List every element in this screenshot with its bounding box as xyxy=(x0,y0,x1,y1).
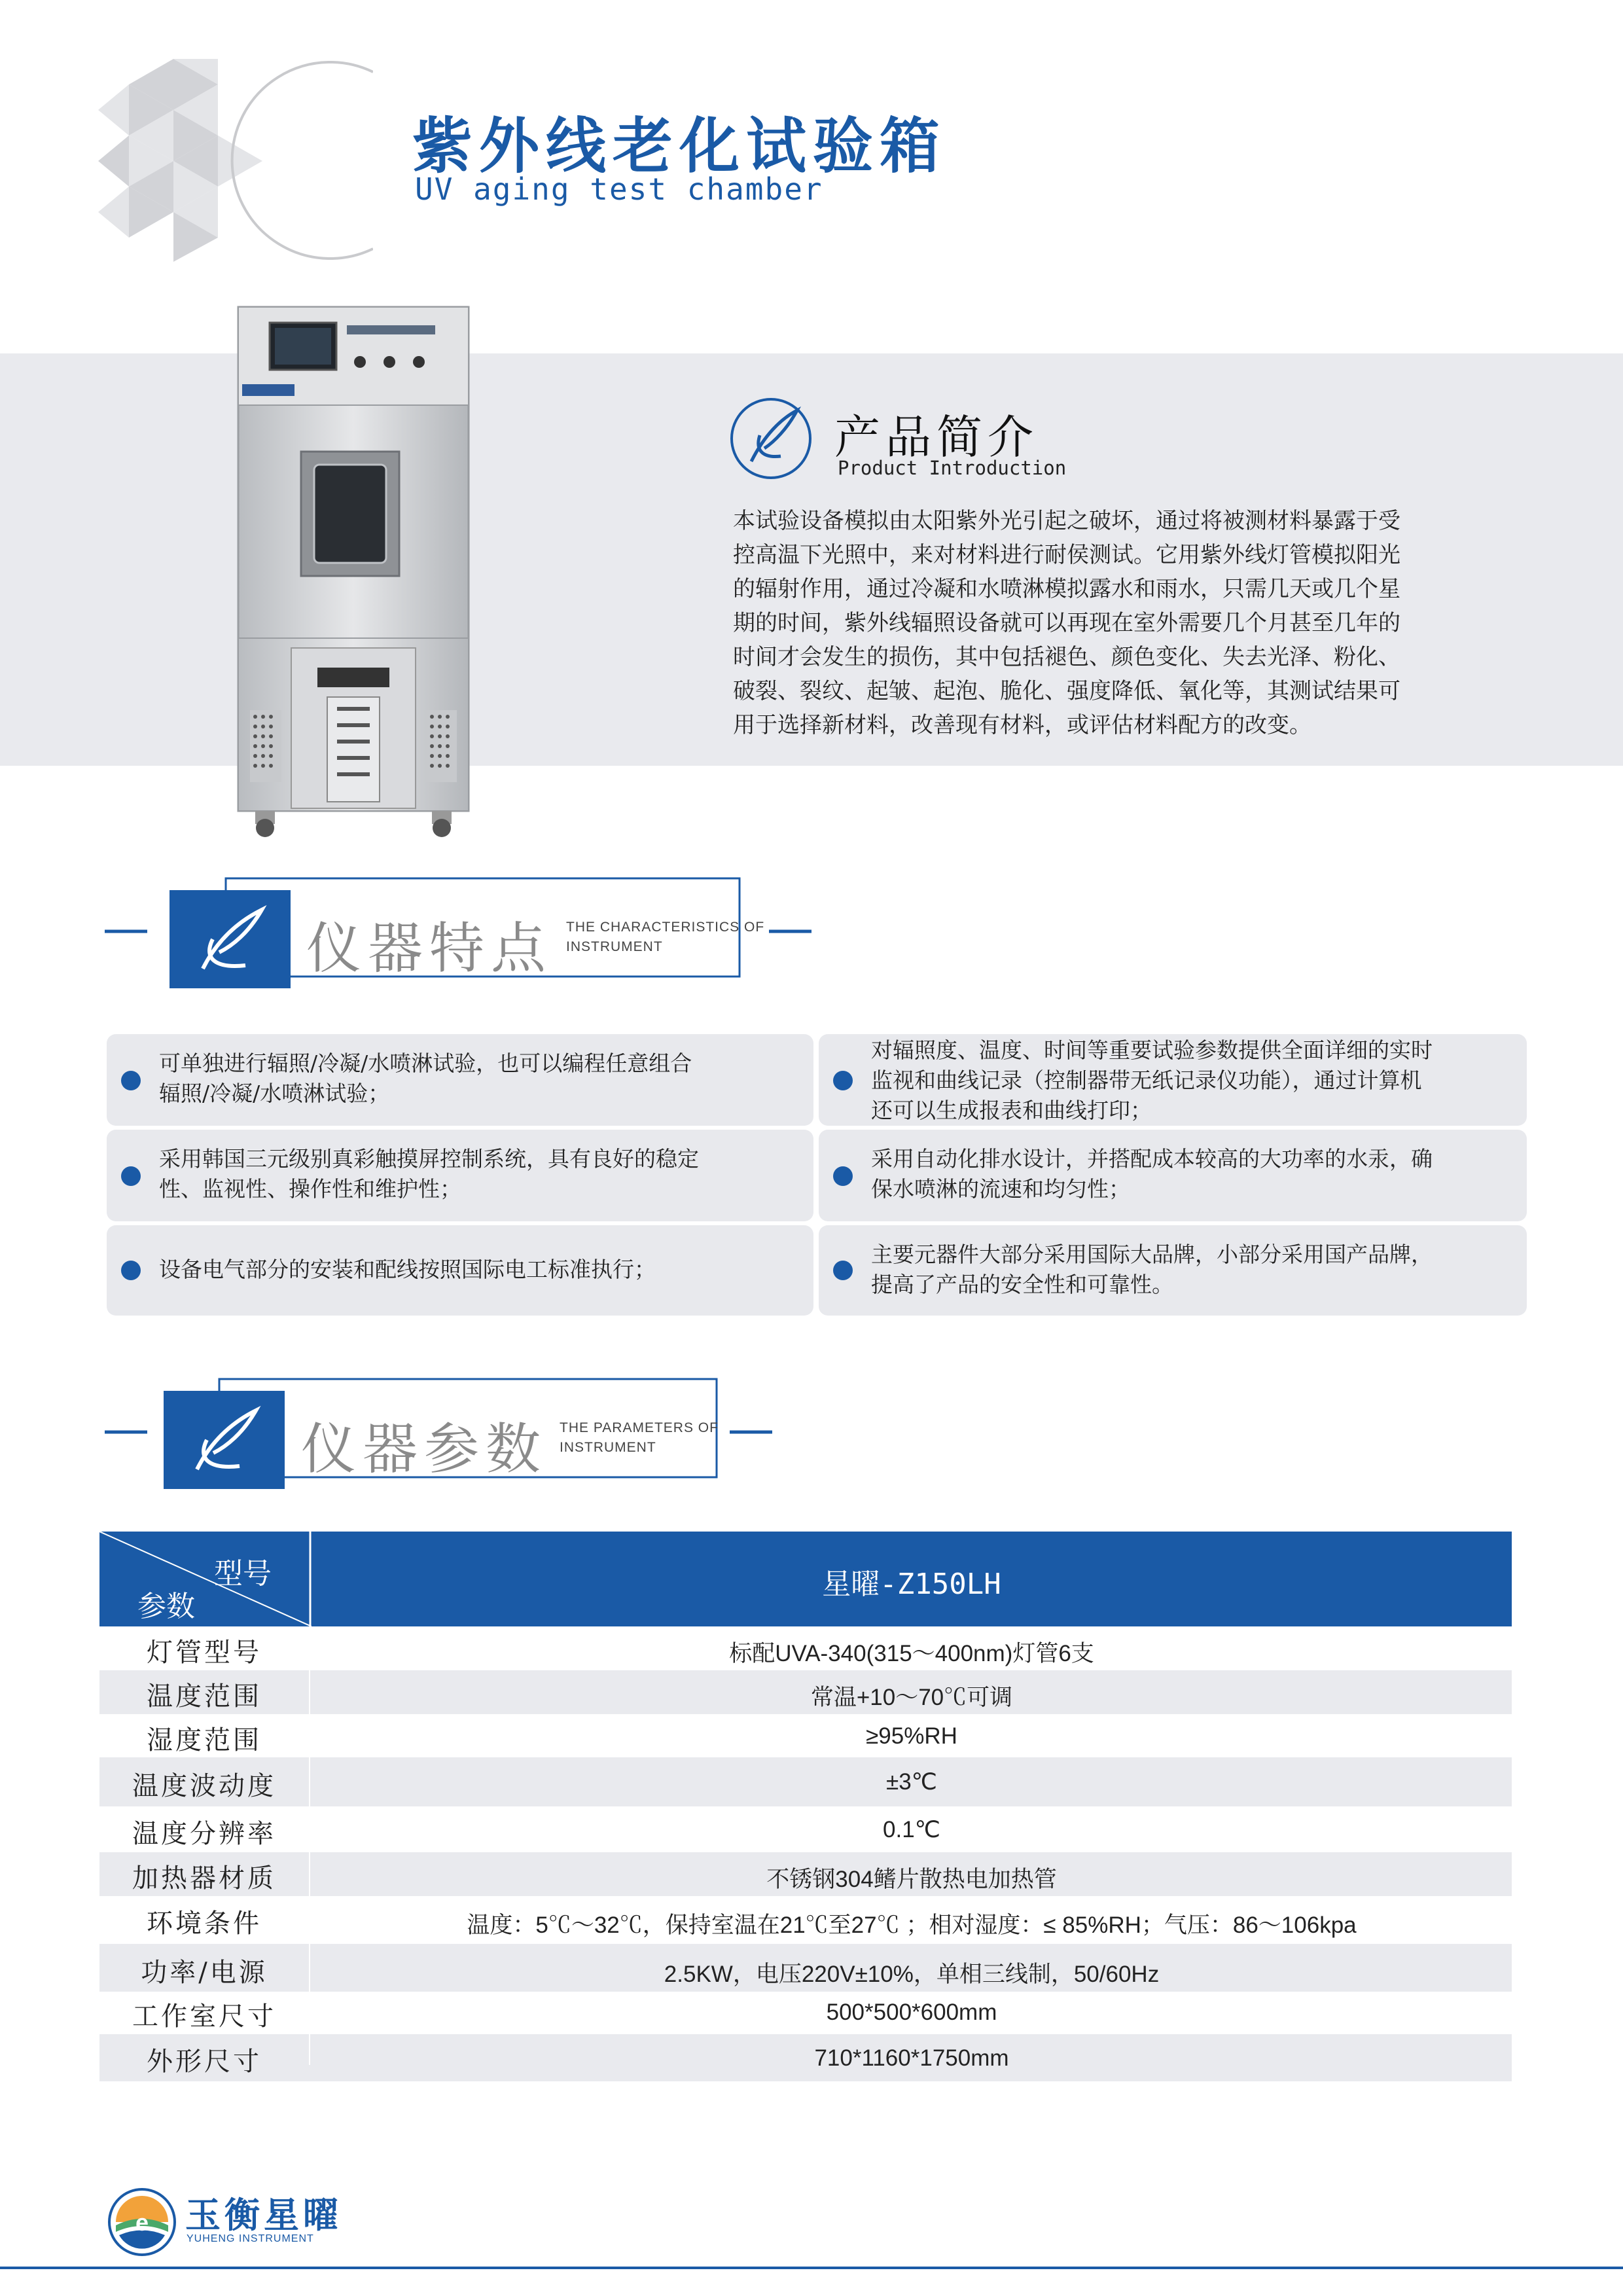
intro-line: 控高温下光照中，来对材料进行耐侯测试。它用紫外线灯管模拟阳光 xyxy=(733,542,1400,568)
features-title-en: THE CHARACTERISTICS OF INSTRUMENT xyxy=(566,920,765,954)
intro-subtitle: Product Introduction xyxy=(838,457,1067,479)
header-diagonal xyxy=(99,1532,312,1626)
feature-item: 可单独进行辐照/冷凝/水喷淋试验，也可以编程任意组合 辐照/冷凝/水喷淋试验； xyxy=(107,1034,813,1126)
table-row: 工作室尺寸 500*500*600mm xyxy=(132,2000,997,2032)
intro-title: 产品简介 xyxy=(834,410,1039,464)
table-row: 湿度范围 ≥95%RH xyxy=(147,1723,957,1755)
table-row: 外形尺寸 710*1160*1750mm xyxy=(99,2034,1512,2081)
features-title: 仪器特点 xyxy=(306,916,553,980)
table-header xyxy=(99,1532,1512,1626)
params-title: 仪器参数 xyxy=(301,1417,548,1481)
column-divider xyxy=(309,1626,310,2065)
features-grid xyxy=(107,1034,1527,1316)
bullet-icon xyxy=(121,1071,141,1090)
intro-line: 的辐射作用，通过冷凝和水喷淋模拟露水和雨水，只需几天或几个星 xyxy=(733,576,1400,602)
brand-name: 玉衡星曜 xyxy=(185,2194,342,2236)
bullet-icon xyxy=(121,1261,141,1280)
table-row: 灯管型号 标配UVA-340(315～400nm)灯管6支 xyxy=(147,1638,1094,1668)
intro-line: 用于选择新材料，改善现有材料，或评估材料配方的改变。 xyxy=(733,712,1311,738)
table-row: 功率/电源 2.5KW，电压220V±10%，单相三线制，50/60Hz xyxy=(99,1944,1512,1992)
intro-line: 破裂、裂纹、起皱、起泡、脆化、强度降低、氧化等，其测试结果可 xyxy=(733,678,1400,704)
table-row: 加热器材质 不锈钢304鳍片散热电加热管 xyxy=(99,1852,1512,1896)
feature-item: 对辐照度、温度、时间等重要试验参数提供全面详细的实时 监视和曲线记录（控制器带无纸记录仪功能），通过计算机 还可以生成报表和曲线打印； xyxy=(819,1034,1527,1126)
table-row: 温度波动度 ±3℃ xyxy=(99,1757,1512,1806)
page-subtitle: UV aging test chamber xyxy=(415,171,823,207)
quill-icon xyxy=(728,396,813,481)
bullet-icon xyxy=(833,1166,853,1186)
triangle-pattern-logo xyxy=(98,59,373,262)
table-row: 环境条件 温度：5℃～32℃，保持室温在21℃至27℃ ；相对湿度：≤ 85%RH；气压：86～106kpa xyxy=(147,1909,1357,1939)
table-row: 温度分辨率 0.1℃ xyxy=(132,1817,940,1849)
uv-chamber-image xyxy=(236,304,471,838)
bullet-icon xyxy=(833,1071,853,1090)
feature-item: 设备电气部分的安装和配线按照国际电工标准执行； xyxy=(107,1225,813,1316)
features-section-header xyxy=(105,877,812,988)
footer-divider xyxy=(0,2267,1623,2269)
model-name: 星曜-Z150LH xyxy=(822,1568,1001,1601)
intro-line: 期的时间，紫外线辐照设备就可以再现在室外需要几个月甚至几年的 xyxy=(733,610,1400,636)
yuheng-logo-icon xyxy=(106,2186,178,2258)
header-model-label: 型号 xyxy=(214,1557,272,1590)
feature-item: 采用自动化排水设计，并搭配成本较高的大功率的水汞，确 保水喷淋的流速和均匀性； xyxy=(819,1130,1527,1221)
params-section-header xyxy=(105,1378,812,1489)
intro-paragraph xyxy=(733,504,1486,742)
table-row: 温度范围 常温+10～70℃可调 xyxy=(99,1670,1512,1714)
bullet-icon xyxy=(833,1261,853,1280)
bullet-icon xyxy=(121,1166,141,1186)
header-param-label: 参数 xyxy=(137,1590,195,1623)
svg-text:e: e xyxy=(135,2209,149,2236)
brand-name-en: YUHENG INSTRUMENT xyxy=(187,2233,314,2244)
intro-line: 本试验设备模拟由太阳紫外光引起之破坏，通过将被测材料暴露于受 xyxy=(733,508,1400,534)
intro-line: 时间才会发生的损伤，其中包括褪色、颜色变化、失去光泽、粉化、 xyxy=(733,644,1400,670)
feature-item: 主要元器件大部分采用国际大品牌，小部分采用国产品牌， 提高了产品的安全性和可靠性。 xyxy=(819,1225,1527,1316)
page-title: 紫外线老化试验箱 xyxy=(412,111,947,181)
params-title-en: THE PARAMETERS OF INSTRUMENT xyxy=(560,1420,719,1455)
feature-item: 采用韩国三元级别真彩触摸屏控制系统，具有良好的稳定 性、监视性、操作性和维护性； xyxy=(107,1130,813,1221)
